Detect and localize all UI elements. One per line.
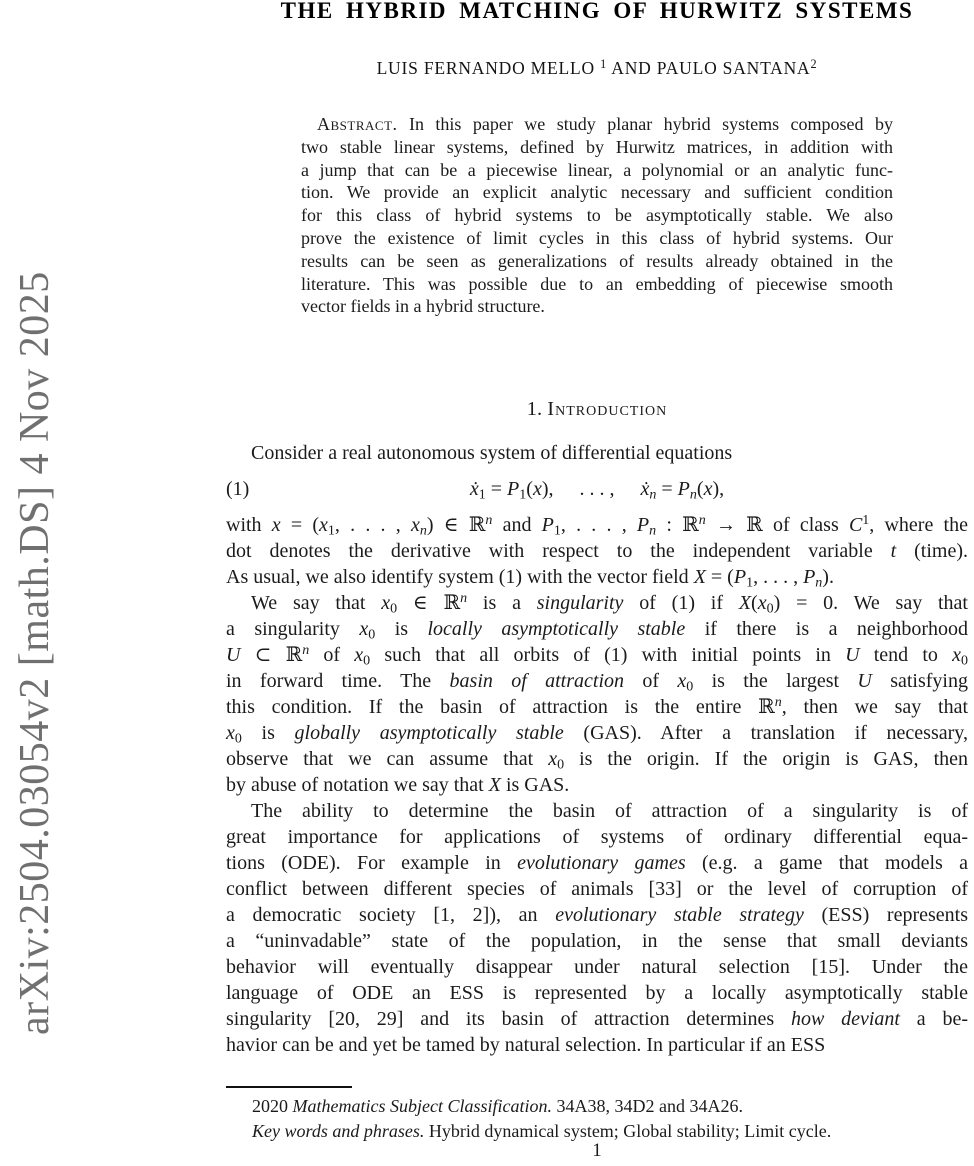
text-line: with $x = (x_1$, . . . , $x_n$) ∈ ℝ$^n$ and $P_1$, . . . , $P_n$ : ℝ$^n$ → ℝ of class $C^1$, where the (226, 513, 968, 539)
text-line: Abstract. In this paper we study planar hybrid systems composed by (317, 114, 893, 134)
text-line: conflict between different species of animals [33] or the level of corruption of (226, 878, 968, 900)
paper-title: THE HYBRID MATCHING OF HURWITZ SYSTEMS (280, 0, 914, 23)
arxiv-stamp: arXiv:2504.03054v2 [math.DS] 4 Nov 2025 (12, 271, 58, 1035)
text-line: great importance for applications of systems of ordinary differential equa- (226, 826, 968, 848)
body-paragraphs (226, 512, 968, 1058)
text-line: havior can be and yet be tamed by natural selection. In particular if an ESS (226, 1034, 826, 1056)
text-line: 2020 Mathematics Subject Classification. 34A38, 34D2 and 34A26. (252, 1096, 743, 1116)
paper-content (226, 0, 968, 1166)
text-line: We say that $x_0$ ∈ ℝ$^n$ is a singularity of (1) if $X(x_0) = 0$. We say that (251, 591, 968, 617)
footnote-rule (226, 1086, 352, 1088)
text-line: two stable linear systems, defined by Hurwitz matrices, in addition with (301, 136, 893, 157)
equation-body: $ẋ_1 = P_1(x)$, . . . , $ẋ_n = P_n(x)$, (469, 478, 725, 503)
text-line: Key words and phrases. Hybrid dynamical system; Global stability; Limit cycle. (252, 1121, 832, 1141)
text-line: by abuse of notation we say that X is GAS. (226, 774, 570, 796)
text-line: Consider a real autonomous system of differential equations (251, 442, 733, 464)
intro-paragraph-lead (226, 440, 968, 466)
equation-row (226, 476, 968, 502)
text-line: behavior will eventually disappear under natural selection [15]. Under the (226, 956, 968, 978)
text-line: singularity [20, 29] and its basin of attraction determines how deviant a be- (226, 1008, 968, 1030)
paragraph (226, 512, 968, 590)
text-line: As usual, we also identify system (1) with the vector field $X = (P_1$, . . . , $P_n$). (226, 566, 834, 591)
text-line: prove the existence of limit cycles in this class of hybrid systems. Our (301, 227, 893, 248)
page-number: 1 (592, 1140, 602, 1161)
text-line: a democratic society [1, 2]), an evolutionary stable strategy (ESS) represents (226, 904, 969, 926)
text-line: observe that we can assume that $x_0$ is the origin. If the origin is GAS, then (226, 748, 969, 773)
text-line: a “uninvadable” state of the population, in the sense that small deviants (226, 930, 968, 952)
text-line: tions (ODE). For example in evolutionary games (e.g. a game that models a (226, 852, 969, 874)
text-line: a jump that can be a piecewise linear, a polynomial or an analytic func- (301, 159, 893, 180)
paragraph (226, 590, 968, 798)
text-line: this condition. If the basin of attraction is the entire ℝ$^n$, then we say that (226, 695, 969, 718)
text-line: language of ODE an ESS is represented by a locally asymptotically stable (226, 982, 968, 1004)
text-line: dot denotes the derivative with respect to the independent variable t (time). (226, 540, 968, 562)
paragraph (226, 798, 968, 1058)
equation-tag: (1) (226, 478, 250, 500)
text-line: a singularity $x_0$ is locally asymptotically stable if there is a neighborhood (226, 618, 968, 643)
text-line: for this class of hybrid systems to be asymptotically stable. We also (301, 205, 893, 226)
text-line: The ability to determine the basin of attraction of a singularity is of (251, 800, 968, 822)
footnote-block (226, 1094, 968, 1144)
text-line: results can be seen as generalizations of results already obtained in the (301, 250, 893, 271)
authors-line: LUIS FERNANDO MELLO $^1$ AND PAULO SANTANA$^2$ (376, 56, 818, 78)
text-line: in forward time. The basin of attraction of $x_0$ is the largest U satisfying (226, 670, 968, 695)
text-line: vector fields in a hybrid structure. (301, 296, 545, 317)
text-line: $x_0$ is globally asymptotically stable (GAS). After a translation if necessary, (226, 722, 968, 747)
section-heading: 1. Introduction (526, 398, 668, 420)
text-line: U ⊂ ℝ$^n$ of $x_0$ such that all orbits of (1) with initial points in U tend to $x_0$ (226, 643, 968, 669)
text-line: literature. This was possible due to an embedding of piecewise smooth (301, 273, 893, 294)
abstract-block (301, 113, 893, 318)
text-line: tion. We provide an explicit analytic necessary and sufficient condition (301, 182, 893, 203)
